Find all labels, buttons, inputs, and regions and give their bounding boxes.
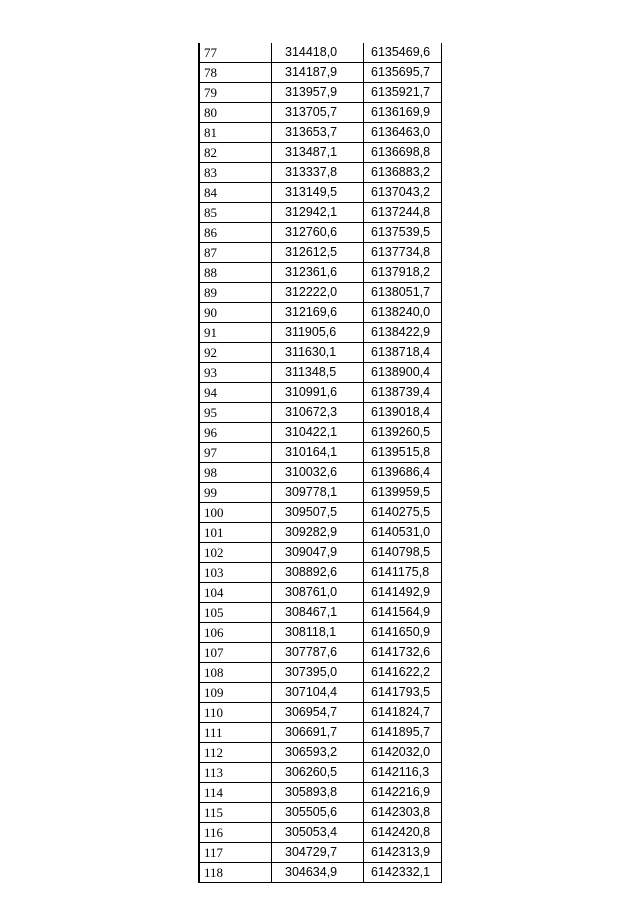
table-row xyxy=(199,343,442,363)
x-coordinate-cell: 309282,9 xyxy=(272,523,364,543)
table-row xyxy=(199,403,442,423)
x-coordinate-cell: 311630,1 xyxy=(272,343,364,363)
table-row xyxy=(199,563,442,583)
point-number-cell: 113 xyxy=(199,763,272,783)
y-coordinate-cell: 6142303,8 xyxy=(364,803,442,823)
point-number-cell: 79 xyxy=(199,83,272,103)
point-number-cell: 111 xyxy=(199,723,272,743)
table-row xyxy=(199,243,442,263)
x-coordinate-cell: 308467,1 xyxy=(272,603,364,623)
point-number-cell: 100 xyxy=(199,503,272,523)
point-number-cell: 112 xyxy=(199,743,272,763)
y-coordinate-cell: 6141622,2 xyxy=(364,663,442,683)
y-coordinate-cell: 6135469,6 xyxy=(364,43,442,63)
x-coordinate-cell: 310164,1 xyxy=(272,443,364,463)
table-row xyxy=(199,483,442,503)
y-coordinate-cell: 6138051,7 xyxy=(364,283,442,303)
x-coordinate-cell: 313653,7 xyxy=(272,123,364,143)
table-row xyxy=(199,283,442,303)
x-coordinate-cell: 310032,6 xyxy=(272,463,364,483)
point-number-cell: 95 xyxy=(199,403,272,423)
x-coordinate-cell: 313705,7 xyxy=(272,103,364,123)
table-row xyxy=(199,823,442,843)
table-row xyxy=(199,843,442,863)
y-coordinate-cell: 6142216,9 xyxy=(364,783,442,803)
x-coordinate-cell: 307787,6 xyxy=(272,643,364,663)
point-number-cell: 81 xyxy=(199,123,272,143)
x-coordinate-cell: 306691,7 xyxy=(272,723,364,743)
y-coordinate-cell: 6136169,9 xyxy=(364,103,442,123)
x-coordinate-cell: 308761,0 xyxy=(272,583,364,603)
point-number-cell: 107 xyxy=(199,643,272,663)
table-row xyxy=(199,383,442,403)
point-number-cell: 94 xyxy=(199,383,272,403)
point-number-cell: 105 xyxy=(199,603,272,623)
y-coordinate-cell: 6137043,2 xyxy=(364,183,442,203)
y-coordinate-cell: 6137918,2 xyxy=(364,263,442,283)
y-coordinate-cell: 6137734,8 xyxy=(364,243,442,263)
point-number-cell: 115 xyxy=(199,803,272,823)
y-coordinate-cell: 6138739,4 xyxy=(364,383,442,403)
y-coordinate-cell: 6137244,8 xyxy=(364,203,442,223)
table-row xyxy=(199,543,442,563)
y-coordinate-cell: 6136883,2 xyxy=(364,163,442,183)
y-coordinate-cell: 6141895,7 xyxy=(364,723,442,743)
y-coordinate-cell: 6138900,4 xyxy=(364,363,442,383)
point-number-cell: 91 xyxy=(199,323,272,343)
x-coordinate-cell: 309778,1 xyxy=(272,483,364,503)
point-number-cell: 110 xyxy=(199,703,272,723)
x-coordinate-cell: 313337,8 xyxy=(272,163,364,183)
table-row xyxy=(199,123,442,143)
point-number-cell: 88 xyxy=(199,263,272,283)
y-coordinate-cell: 6139260,5 xyxy=(364,423,442,443)
y-coordinate-cell: 6141564,9 xyxy=(364,603,442,623)
x-coordinate-cell: 308118,1 xyxy=(272,623,364,643)
x-coordinate-cell: 306954,7 xyxy=(272,703,364,723)
y-coordinate-cell: 6141175,8 xyxy=(364,563,442,583)
table-row xyxy=(199,663,442,683)
y-coordinate-cell: 6139018,4 xyxy=(364,403,442,423)
point-number-cell: 106 xyxy=(199,623,272,643)
table-row xyxy=(199,423,442,443)
x-coordinate-cell: 305053,4 xyxy=(272,823,364,843)
table-row xyxy=(199,263,442,283)
x-coordinate-cell: 310991,6 xyxy=(272,383,364,403)
x-coordinate-cell: 313487,1 xyxy=(272,143,364,163)
x-coordinate-cell: 314187,9 xyxy=(272,63,364,83)
table-row xyxy=(199,643,442,663)
table-row xyxy=(199,143,442,163)
point-number-cell: 116 xyxy=(199,823,272,843)
table-row xyxy=(199,223,442,243)
point-number-cell: 103 xyxy=(199,563,272,583)
y-coordinate-cell: 6138718,4 xyxy=(364,343,442,363)
x-coordinate-cell: 306593,2 xyxy=(272,743,364,763)
x-coordinate-cell: 309507,5 xyxy=(272,503,364,523)
point-number-cell: 109 xyxy=(199,683,272,703)
y-coordinate-cell: 6136698,8 xyxy=(364,143,442,163)
y-coordinate-cell: 6142116,3 xyxy=(364,763,442,783)
point-number-cell: 80 xyxy=(199,103,272,123)
x-coordinate-cell: 313957,9 xyxy=(272,83,364,103)
x-coordinate-cell: 312942,1 xyxy=(272,203,364,223)
point-number-cell: 86 xyxy=(199,223,272,243)
y-coordinate-cell: 6138422,9 xyxy=(364,323,442,343)
y-coordinate-cell: 6141824,7 xyxy=(364,703,442,723)
table-row xyxy=(199,183,442,203)
x-coordinate-cell: 314418,0 xyxy=(272,43,364,63)
x-coordinate-cell: 306260,5 xyxy=(272,763,364,783)
table-row xyxy=(199,603,442,623)
point-number-cell: 118 xyxy=(199,863,272,883)
table-row xyxy=(199,363,442,383)
x-coordinate-cell: 305505,6 xyxy=(272,803,364,823)
y-coordinate-cell: 6135921,7 xyxy=(364,83,442,103)
point-number-cell: 101 xyxy=(199,523,272,543)
y-coordinate-cell: 6142420,8 xyxy=(364,823,442,843)
point-number-cell: 84 xyxy=(199,183,272,203)
y-coordinate-cell: 6140531,0 xyxy=(364,523,442,543)
point-number-cell: 77 xyxy=(199,43,272,63)
point-number-cell: 102 xyxy=(199,543,272,563)
table-row xyxy=(199,43,442,63)
y-coordinate-cell: 6140798,5 xyxy=(364,543,442,563)
x-coordinate-cell: 307395,0 xyxy=(272,663,364,683)
y-coordinate-cell: 6142332,1 xyxy=(364,863,442,883)
point-number-cell: 114 xyxy=(199,783,272,803)
x-coordinate-cell: 310422,1 xyxy=(272,423,364,443)
x-coordinate-cell: 312222,0 xyxy=(272,283,364,303)
y-coordinate-cell: 6139686,4 xyxy=(364,463,442,483)
table-row xyxy=(199,803,442,823)
x-coordinate-cell: 311348,5 xyxy=(272,363,364,383)
table-row xyxy=(199,303,442,323)
point-number-cell: 96 xyxy=(199,423,272,443)
point-number-cell: 89 xyxy=(199,283,272,303)
point-number-cell: 92 xyxy=(199,343,272,363)
y-coordinate-cell: 6136463,0 xyxy=(364,123,442,143)
y-coordinate-cell: 6141492,9 xyxy=(364,583,442,603)
table-row xyxy=(199,783,442,803)
table-row xyxy=(199,863,442,883)
y-coordinate-cell: 6141650,9 xyxy=(364,623,442,643)
table-row xyxy=(199,323,442,343)
x-coordinate-cell: 308892,6 xyxy=(272,563,364,583)
point-number-cell: 93 xyxy=(199,363,272,383)
y-coordinate-cell: 6135695,7 xyxy=(364,63,442,83)
y-coordinate-cell: 6141732,6 xyxy=(364,643,442,663)
point-number-cell: 98 xyxy=(199,463,272,483)
table-row xyxy=(199,523,442,543)
y-coordinate-cell: 6139959,5 xyxy=(364,483,442,503)
x-coordinate-cell: 313149,5 xyxy=(272,183,364,203)
table-row xyxy=(199,583,442,603)
table-row xyxy=(199,623,442,643)
point-number-cell: 97 xyxy=(199,443,272,463)
x-coordinate-cell: 307104,4 xyxy=(272,683,364,703)
point-number-cell: 90 xyxy=(199,303,272,323)
x-coordinate-cell: 304634,9 xyxy=(272,863,364,883)
table-row xyxy=(199,463,442,483)
y-coordinate-cell: 6142313,9 xyxy=(364,843,442,863)
y-coordinate-cell: 6137539,5 xyxy=(364,223,442,243)
point-number-cell: 83 xyxy=(199,163,272,183)
point-number-cell: 104 xyxy=(199,583,272,603)
point-number-cell: 82 xyxy=(199,143,272,163)
x-coordinate-cell: 304729,7 xyxy=(272,843,364,863)
point-number-cell: 108 xyxy=(199,663,272,683)
y-coordinate-cell: 6140275,5 xyxy=(364,503,442,523)
y-coordinate-cell: 6139515,8 xyxy=(364,443,442,463)
table-row xyxy=(199,703,442,723)
point-number-cell: 99 xyxy=(199,483,272,503)
y-coordinate-cell: 6138240,0 xyxy=(364,303,442,323)
x-coordinate-cell: 309047,9 xyxy=(272,543,364,563)
point-number-cell: 87 xyxy=(199,243,272,263)
table-row xyxy=(199,443,442,463)
table-row xyxy=(199,83,442,103)
table-row xyxy=(199,763,442,783)
point-number-cell: 85 xyxy=(199,203,272,223)
table-row xyxy=(199,63,442,83)
table-row xyxy=(199,743,442,763)
coordinate-table-body xyxy=(199,43,442,883)
x-coordinate-cell: 312361,6 xyxy=(272,263,364,283)
table-row xyxy=(199,203,442,223)
table-row xyxy=(199,163,442,183)
x-coordinate-cell: 312169,6 xyxy=(272,303,364,323)
x-coordinate-cell: 305893,8 xyxy=(272,783,364,803)
x-coordinate-cell: 312612,5 xyxy=(272,243,364,263)
coordinate-table xyxy=(198,43,442,883)
table-row xyxy=(199,723,442,743)
x-coordinate-cell: 311905,6 xyxy=(272,323,364,343)
x-coordinate-cell: 312760,6 xyxy=(272,223,364,243)
y-coordinate-cell: 6142032,0 xyxy=(364,743,442,763)
y-coordinate-cell: 6141793,5 xyxy=(364,683,442,703)
table-row xyxy=(199,503,442,523)
point-number-cell: 78 xyxy=(199,63,272,83)
table-row xyxy=(199,683,442,703)
table-row xyxy=(199,103,442,123)
point-number-cell: 117 xyxy=(199,843,272,863)
x-coordinate-cell: 310672,3 xyxy=(272,403,364,423)
